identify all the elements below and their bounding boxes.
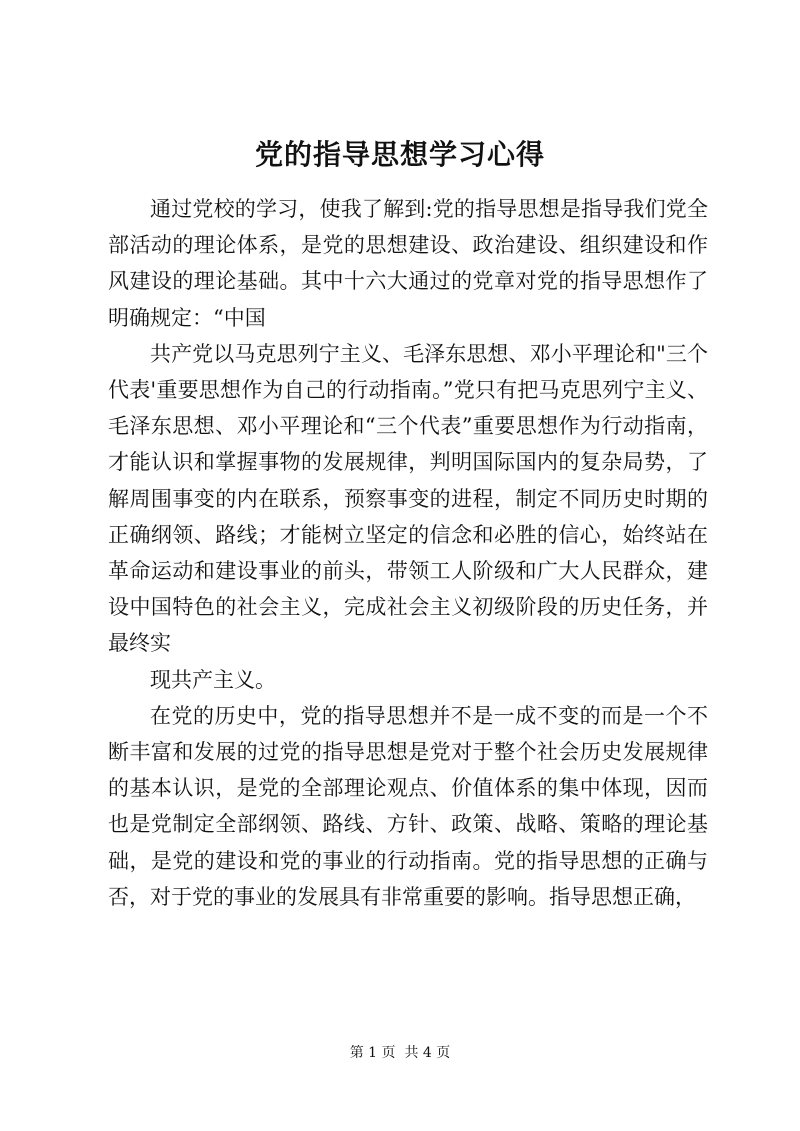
document-title: 党的指导思想学习心得 bbox=[254, 138, 545, 171]
page-number: 第 1 页 bbox=[349, 1045, 396, 1061]
paragraph: 现共产主义。 bbox=[150, 667, 276, 692]
paragraph: 在党的历史中，党的指导思想并不是一成不变的而是一个不断丰富和发展的过党的指导思想是党对于整个社会历史发展规律的基本认识，是党的全部理论观点、价值体系的集中体现，因而也是党制定全部纲领、路线、方针、政策、战略、策略的理论基础，是党的建设和党的事业的行动指南。党的指导思想的正确与否，对于党的事业的发展具有非常重要的影响。指导思想正确， bbox=[108, 703, 708, 909]
paragraph: 共产党以马克思列宁主义、毛泽东思想、邓小平理论和"三个代表'重要思想作为自己的行动指南。”党只有把马克思列宁主义、毛泽东思想、邓小平理论和“三个代表”重要思想作为行动指南，才能认识和掌握事物的发展规律，判明国际国内的复杂局势，了解周围事变的内在联系，预察事变的进程，制定不同历史时期的正确纲领、路线；才能树立坚定的信念和必胜的信心，始终站在革命运动和建设事业的前头，带领工人阶级和广大人民群众，建设中国特色的社会主义，完成社会主义初级阶段的历史任务，并最终实 bbox=[108, 341, 708, 656]
document-body bbox=[108, 191, 708, 915]
page-total: 共 4 页 bbox=[404, 1045, 451, 1061]
paragraph: 通过党校的学习，使我了解到:党的指导思想是指导我们党全部活动的理论体系，是党的思想建设、政治建设、组织建设和作风建设的理论基础。其中十六大通过的党章对党的指导思想作了明确规定：“中国 bbox=[108, 197, 708, 330]
page-footer bbox=[0, 1043, 800, 1063]
